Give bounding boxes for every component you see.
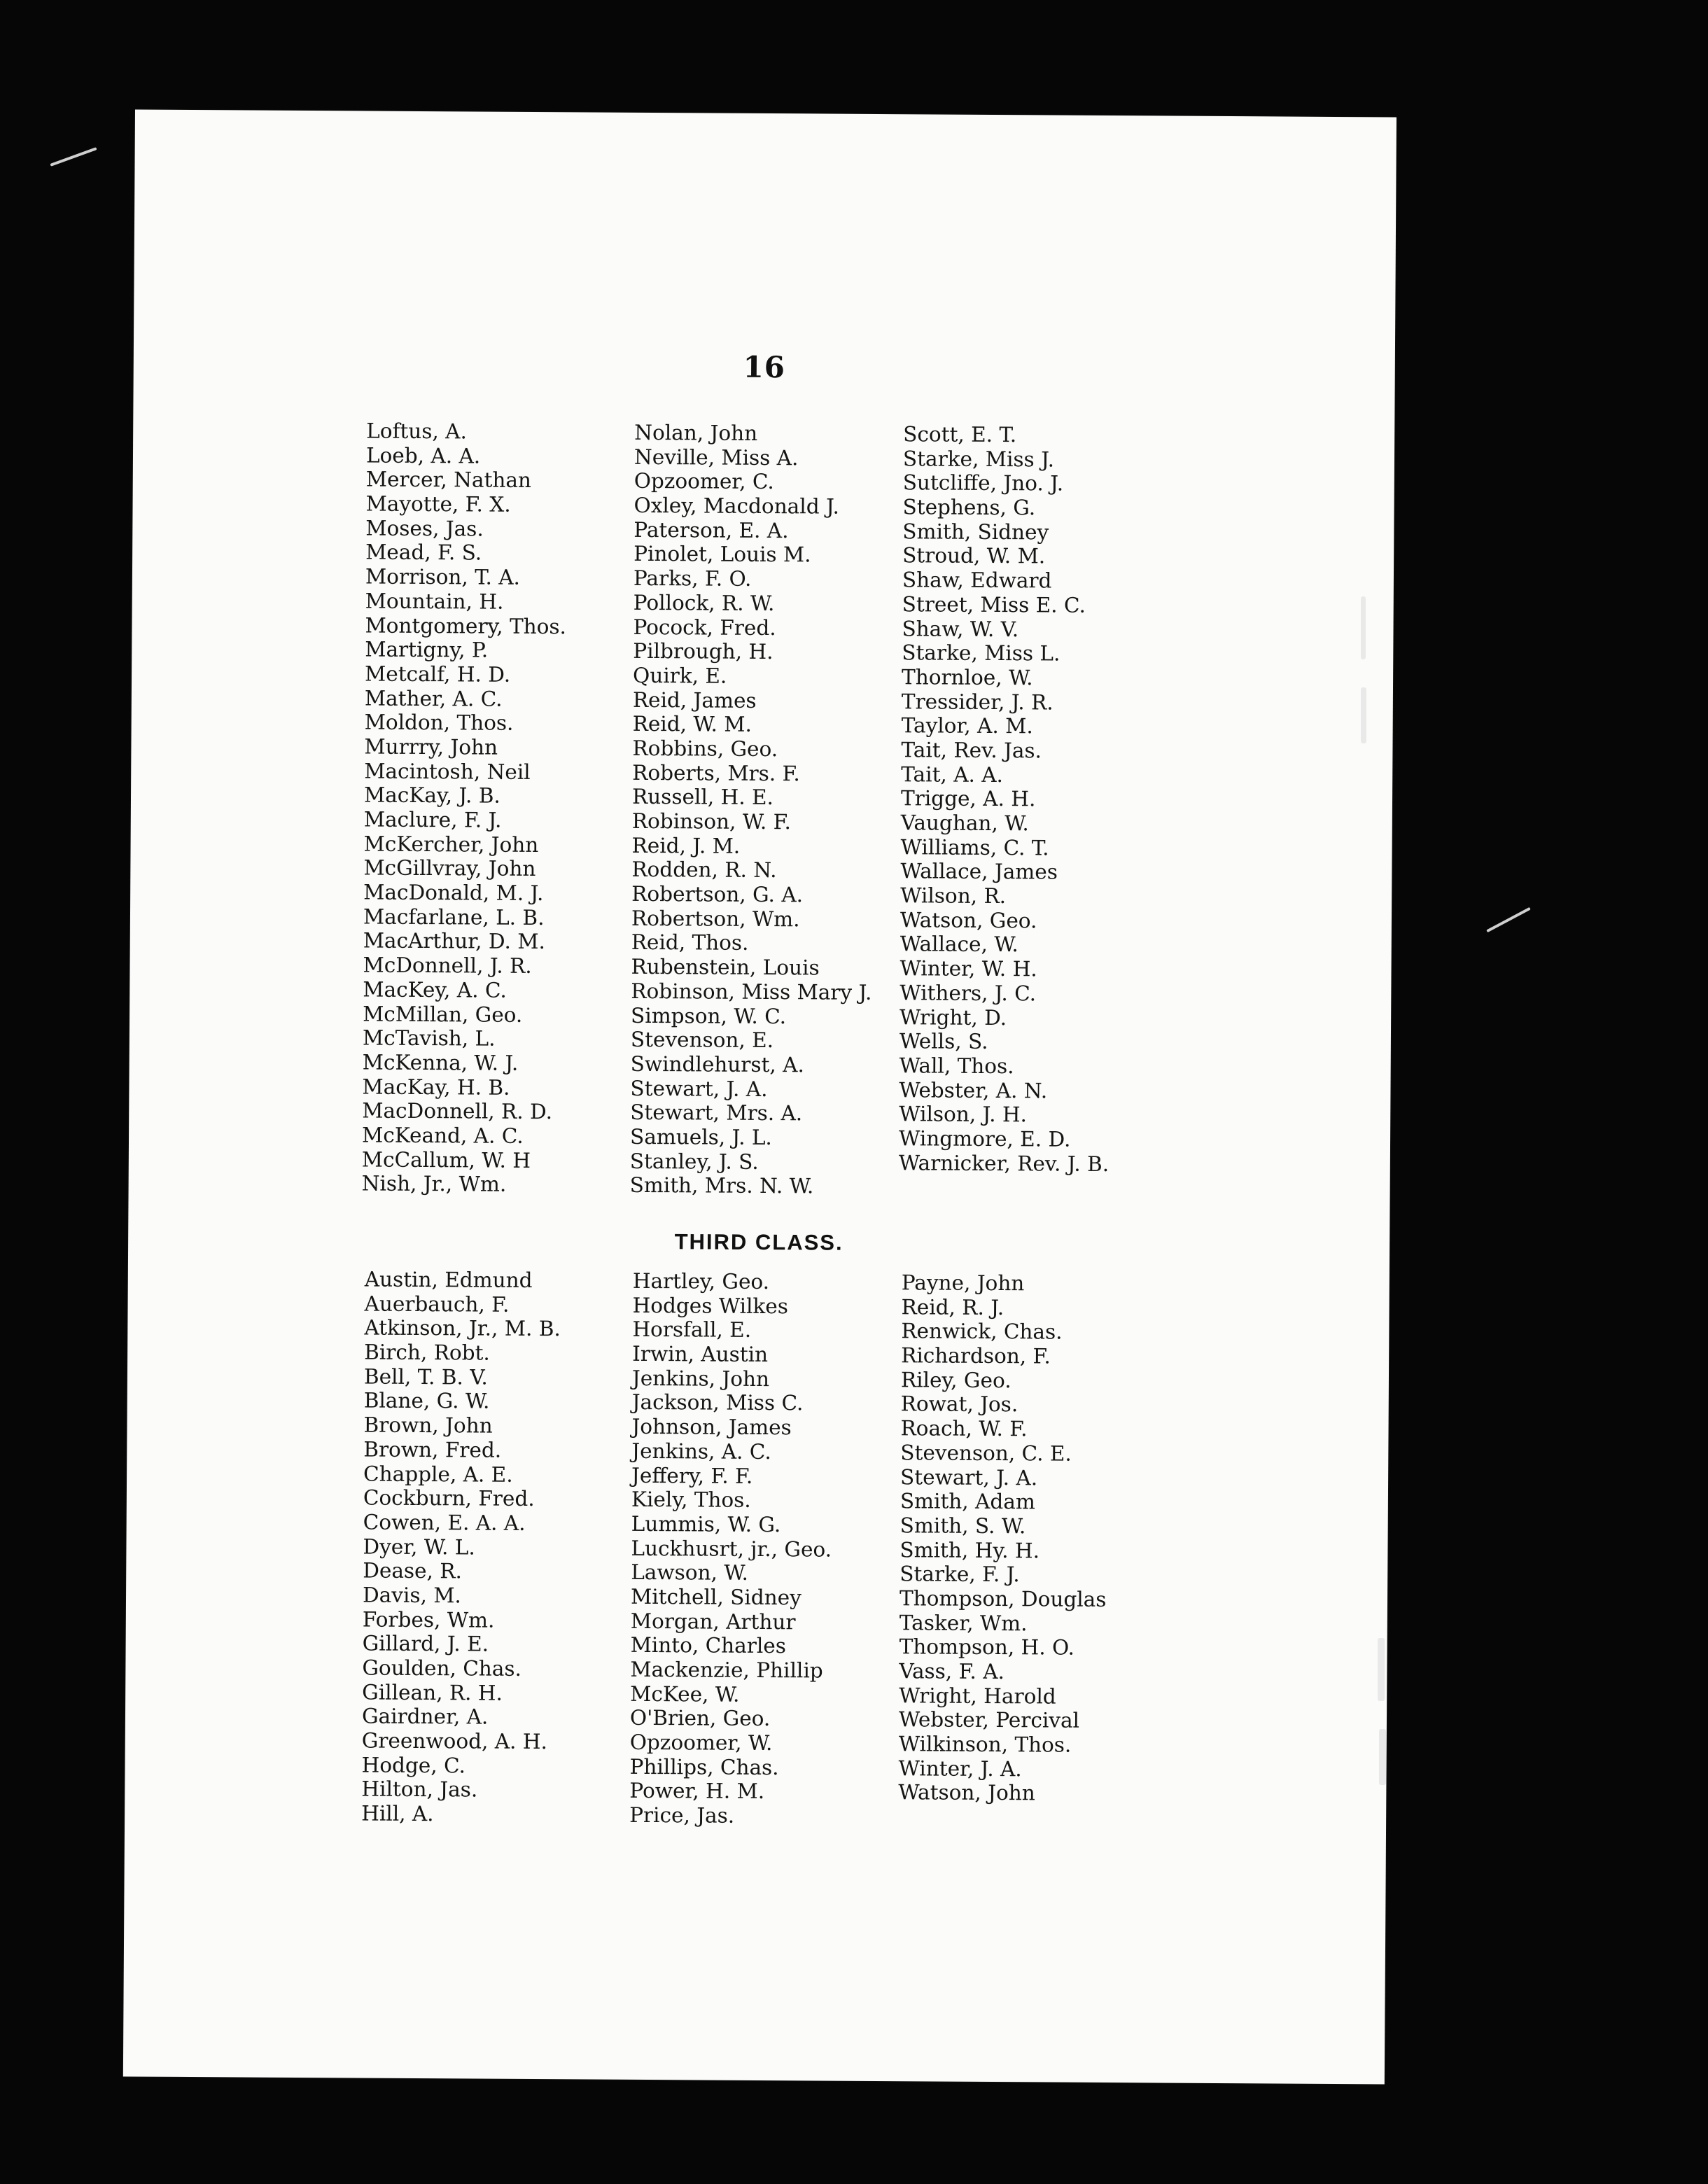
passenger-name: Loeb, A. A. (365, 443, 481, 468)
passenger-name: Morgan, Arthur (630, 1609, 796, 1634)
passenger-name: Macintosh, Neil (364, 759, 531, 784)
passenger-name: Payne, John (901, 1270, 1025, 1296)
passenger-name: Metcalf, H. D. (364, 662, 511, 687)
passenger-name: Dyer, W. L. (363, 1534, 475, 1560)
passenger-name: Forbes, Wm. (362, 1607, 495, 1632)
passenger-name: Blane, G. W. (363, 1388, 490, 1414)
passenger-name: Watson, Geo. (899, 907, 1037, 933)
passenger-name: Starke, F. J. (899, 1562, 1020, 1587)
passenger-name: McMillan, Geo. (363, 1002, 523, 1027)
passenger-name: Reid, W. M. (632, 712, 752, 737)
passenger-name: Roberts, Mrs. F. (632, 760, 800, 785)
passenger-name: Johnson, James (631, 1414, 792, 1440)
passenger-name: Robertson, Wm. (631, 906, 800, 932)
passenger-name: Street, Miss E. C. (902, 592, 1086, 617)
passenger-name: Irwin, Austin (632, 1341, 769, 1367)
passenger-name: Tait, A. A. (901, 762, 1004, 787)
passenger-name: McGillvray, John (363, 855, 536, 881)
passenger-name: Smith, Adam (899, 1489, 1035, 1514)
passenger-name: McKercher, John (363, 832, 539, 857)
passenger-name: Webster, A. N. (899, 1077, 1048, 1103)
passenger-name: Wilson, J. H. (899, 1102, 1028, 1127)
passenger-name: Wright, D. (899, 1004, 1007, 1030)
passenger-name: Stanley, J. S. (629, 1149, 759, 1174)
passenger-name: Pocock, Fred. (633, 615, 776, 640)
passenger-name: Shaw, Edward (902, 568, 1052, 593)
passenger-name: Rubenstein, Louis (631, 954, 820, 980)
passenger-name: Russell, H. E. (631, 785, 774, 810)
passenger-name: Pollock, R. W. (633, 590, 775, 615)
passenger-name: Opzoomer, W. (629, 1730, 773, 1756)
passenger-name: Robinson, W. F. (631, 808, 792, 834)
passenger-name: Hilton, Jas. (361, 1777, 478, 1802)
passenger-name: McKeand, A. C. (361, 1123, 524, 1148)
passenger-name: Hodge, C. (361, 1753, 466, 1778)
passenger-name: Cockburn, Fred. (363, 1485, 535, 1511)
third-class-column-3 (898, 1270, 1108, 1806)
passenger-name: Reid, J. M. (631, 833, 741, 858)
passenger-name: Reid, Thos. (631, 930, 749, 955)
passenger-name: Lummis, W. G. (631, 1511, 781, 1537)
passenger-name: Mitchell, Sidney (630, 1584, 802, 1610)
passenger-name: Wingmore, E. D. (898, 1126, 1071, 1152)
passenger-name: Austin, Edmund (364, 1267, 533, 1292)
passenger-name: Chapple, A. E. (363, 1462, 513, 1487)
passenger-name: Taylor, A. M. (901, 713, 1033, 738)
passenger-name: Greenwood, A. H. (361, 1728, 548, 1754)
third-class-column-1 (361, 1268, 561, 1828)
passenger-name: Simpson, W. C. (631, 1003, 787, 1028)
scan-artifact (1486, 907, 1531, 932)
passenger-name: Webster, Percival (898, 1707, 1080, 1733)
passenger-name: Brown, John (363, 1413, 493, 1438)
scan-artifact (1378, 1638, 1385, 1701)
passenger-name: Morrison, T. A. (365, 564, 521, 589)
passenger-name: Gillard, J. E. (362, 1631, 489, 1656)
passenger-name: Paterson, E. A. (634, 517, 789, 542)
third-class-heading: THIRD CLASS. (674, 1229, 844, 1255)
passenger-name: Parks, F. O. (633, 566, 752, 592)
passenger-name: Wright, Harold (899, 1683, 1056, 1709)
passenger-name: Winter, W. H. (899, 956, 1037, 981)
passenger-name: Stewart, Mrs. A. (630, 1100, 803, 1126)
passenger-name: Shaw, W. V. (902, 616, 1019, 641)
passenger-name: Stevenson, C. E. (900, 1441, 1072, 1466)
passenger-name: Oxley, Macdonald J. (634, 493, 840, 519)
passenger-name: Riley, Geo. (900, 1367, 1011, 1392)
passenger-name: Murrry, John (364, 734, 498, 760)
passenger-name: Robinson, Miss Mary J. (631, 979, 872, 1004)
passenger-name: Stewart, J. A. (630, 1076, 768, 1101)
passenger-name: Sutcliffe, Jno. J. (902, 470, 1064, 496)
passenger-name: Luckhusrt, jr., Geo. (631, 1536, 832, 1562)
passenger-name: Mackenzie, Phillip (630, 1657, 823, 1683)
passenger-name: Hartley, Geo. (632, 1268, 770, 1294)
passenger-name: Stewart, J. A. (900, 1464, 1038, 1490)
passenger-name: Starke, Miss J. (902, 446, 1055, 472)
passenger-name: Jenkins, John (631, 1366, 770, 1391)
second-class-column-3 (899, 422, 1114, 1176)
passenger-name: Mayotte, F. X. (365, 491, 511, 517)
passenger-name: Davis, M. (362, 1583, 461, 1608)
passenger-name: MacKey, A. C. (363, 977, 507, 1002)
passenger-name: McCallum, W. H (361, 1147, 531, 1172)
passenger-name: Bell, T. B. V. (363, 1364, 488, 1390)
passenger-name: Jeffery, F. F. (631, 1463, 753, 1488)
passenger-name: Trigge, A. H. (900, 786, 1036, 811)
passenger-name: Warnicker, Rev. J. B. (898, 1150, 1110, 1176)
passenger-name: Pilbrough, H. (633, 639, 774, 664)
passenger-name: Vass, F. A. (899, 1659, 1005, 1684)
passenger-name: Moldon, Thos. (364, 710, 514, 736)
passenger-name: Scott, E. T. (903, 422, 1017, 447)
passenger-name: Tait, Rev. Jas. (901, 738, 1042, 763)
passenger-name: MacKay, J. B. (363, 783, 500, 808)
scan-artifact (1379, 1729, 1386, 1785)
passenger-name: Mountain, H. (365, 589, 504, 614)
passenger-name: Wall, Thos. (899, 1054, 1014, 1079)
passenger-name: Kiely, Thos. (631, 1488, 751, 1513)
passenger-name: Watson, John (898, 1780, 1035, 1805)
passenger-name: Hodges Wilkes (632, 1293, 789, 1318)
passenger-name: Phillips, Chas. (629, 1754, 779, 1779)
passenger-name: Thompson, Douglas (899, 1586, 1107, 1611)
passenger-name: McDonnell, J. R. (363, 953, 532, 979)
passenger-name: Birch, Robt. (364, 1340, 490, 1365)
passenger-name: Richardson, F. (901, 1343, 1051, 1368)
passenger-name: Tressider, J. R. (901, 689, 1054, 715)
passenger-name: Goulden, Chas. (362, 1656, 522, 1681)
passenger-name: Winter, J. A. (898, 1756, 1022, 1782)
passenger-name: Loftus, A. (366, 419, 468, 444)
second-class-column-1 (362, 419, 568, 1198)
passenger-name: Mead, F. S. (365, 540, 482, 565)
passenger-name: Vaughan, W. (900, 811, 1029, 836)
passenger-name: Robertson, G. A. (631, 881, 804, 907)
passenger-name: Stephens, G. (902, 495, 1036, 520)
passenger-name: Jenkins, A. C. (631, 1438, 771, 1464)
passenger-name: Mather, A. C. (364, 686, 503, 711)
passenger-name: Wallace, W. (899, 932, 1018, 957)
passenger-name: Starke, Miss L. (902, 640, 1060, 666)
passenger-name: Martigny, P. (365, 637, 489, 662)
passenger-name: MacArthur, D. M. (363, 928, 546, 954)
passenger-name: Hill, A. (361, 1801, 434, 1826)
scan-artifact (1361, 687, 1366, 743)
passenger-name: Reid, R. J. (901, 1294, 1004, 1320)
passenger-name: Gillean, R. H. (362, 1680, 503, 1705)
passenger-name: Stevenson, E. (630, 1028, 774, 1053)
passenger-name: Mercer, Nathan (365, 467, 532, 493)
passenger-name: McTavish, L. (362, 1026, 496, 1051)
passenger-name: Cowen, E. A. A. (363, 1510, 526, 1535)
passenger-name: Smith, Sidney (902, 519, 1049, 545)
passenger-name: Wilson, R. (900, 883, 1007, 909)
passenger-name: Macfarlane, L. B. (363, 904, 545, 930)
document-page (123, 109, 1396, 2084)
passenger-name: Reid, James (632, 687, 757, 713)
passenger-name: Thompson, H. O. (899, 1634, 1074, 1660)
passenger-name: Auerbauch, F. (364, 1292, 510, 1317)
passenger-name: Withers, J. C. (899, 981, 1037, 1006)
passenger-name: Rodden, R. N. (631, 858, 777, 883)
passenger-name: Opzoomer, C. (634, 469, 774, 494)
passenger-name: Quirk, E. (632, 663, 727, 688)
passenger-name: O'Brien, Geo. (629, 1706, 771, 1731)
third-class-column-2 (629, 1269, 833, 1829)
passenger-name: Jackson, Miss C. (631, 1390, 804, 1415)
passenger-name: Wilkinson, Thos. (898, 1732, 1072, 1757)
passenger-name: Maclure, F. J. (363, 807, 502, 832)
passenger-name: Wallace, James (900, 859, 1058, 884)
second-class-column-2 (630, 421, 876, 1199)
passenger-name: Tasker, Wm. (899, 1610, 1028, 1635)
passenger-name: Minto, Charles (630, 1633, 787, 1658)
passenger-name: Lawson, W. (631, 1560, 748, 1586)
passenger-name: Atkinson, Jr., M. B. (364, 1315, 561, 1341)
passenger-name: Montgomery, Thos. (365, 613, 567, 638)
passenger-name: Swindlehurst, A. (630, 1051, 805, 1077)
passenger-name: Nolan, John (634, 420, 758, 445)
passenger-name: McKenna, W. J. (362, 1050, 519, 1075)
page-number: 16 (743, 349, 786, 385)
passenger-name: Robbins, Geo. (632, 736, 778, 762)
passenger-name: Brown, Fred. (363, 1437, 502, 1462)
passenger-name: Smith, S. W. (899, 1513, 1026, 1539)
passenger-name: MacDonald, M. J. (363, 880, 544, 906)
passenger-name: Wells, S. (899, 1029, 988, 1054)
scan-artifact (50, 147, 97, 167)
passenger-name: Rowat, Jos. (900, 1392, 1018, 1417)
passenger-name: Smith, Hy. H. (899, 1537, 1040, 1562)
passenger-name: Power, H. M. (629, 1779, 765, 1804)
passenger-name: Moses, Jas. (365, 516, 484, 541)
passenger-name: Dease, R. (363, 1558, 463, 1583)
passenger-name: MacKay, H. B. (362, 1074, 510, 1100)
passenger-name: Roach, W. F. (900, 1416, 1028, 1441)
passenger-name: Smith, Mrs. N. W. (629, 1173, 814, 1198)
passenger-name: McKee, W. (630, 1681, 740, 1707)
passenger-name: Thornloe, W. (901, 665, 1033, 690)
passenger-name: MacDonnell, R. D. (362, 1098, 553, 1124)
passenger-name: Horsfall, E. (632, 1317, 752, 1343)
passenger-name: Stroud, W. M. (902, 543, 1046, 568)
passenger-name: Samuels, J. L. (629, 1124, 772, 1150)
passenger-name: Neville, Miss A. (634, 444, 799, 470)
passenger-name: Renwick, Chas. (901, 1319, 1063, 1344)
passenger-name: Price, Jas. (629, 1802, 735, 1828)
scan-artifact (1361, 596, 1366, 659)
passenger-name: Williams, C. T. (900, 834, 1049, 860)
passenger-name: Nish, Jr., Wm. (361, 1171, 507, 1197)
passenger-name: Gairdner, A. (361, 1704, 489, 1729)
passenger-name: Pinolet, Louis M. (634, 542, 811, 567)
